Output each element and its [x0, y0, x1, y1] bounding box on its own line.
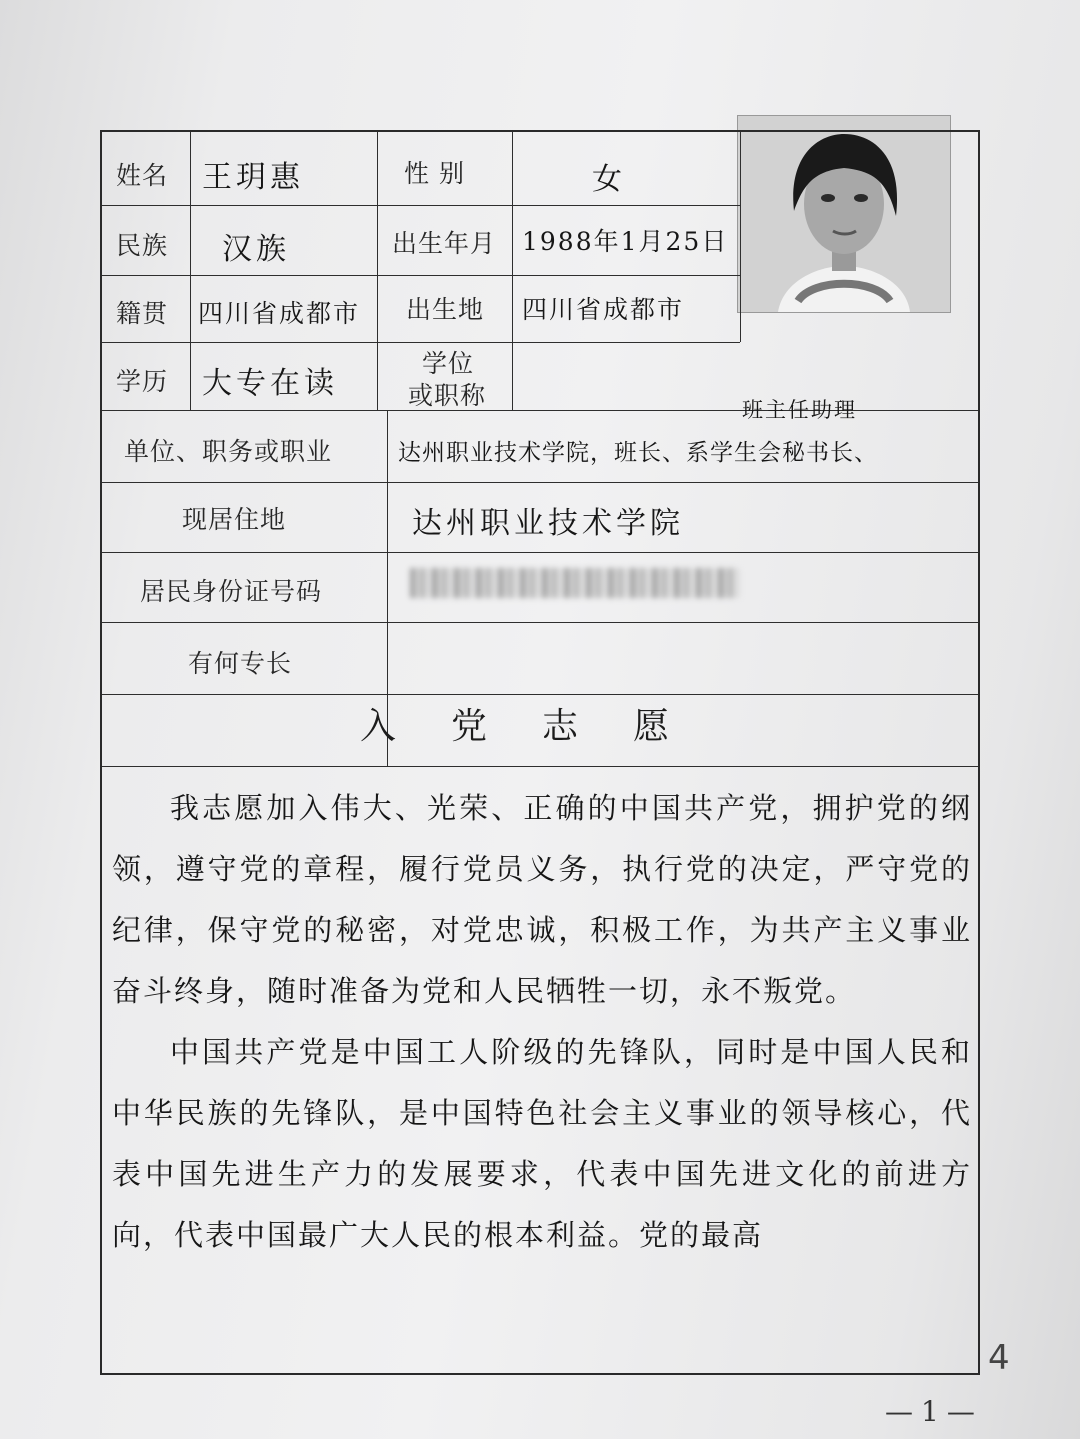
column-divider [377, 132, 378, 410]
row-divider [102, 766, 978, 767]
row-divider [102, 622, 978, 623]
column-divider [190, 132, 191, 410]
corner-mark: 4 [988, 1338, 1010, 1378]
gender-label: 性 别 [404, 159, 465, 188]
native-place-value: 四川省成都市 [198, 299, 361, 328]
application-form [100, 130, 980, 1375]
row-divider [102, 552, 978, 553]
degree-label-line2: 或职称 [408, 381, 487, 410]
birthplace-label: 出生地 [406, 295, 485, 324]
section-title: 入党志愿 [359, 706, 724, 747]
residence-label: 现居住地 [182, 505, 287, 534]
essay-paragraph: 中国共产党是中国工人阶级的先锋队，同时是中国人民和中华民族的先锋队，是中国特色社会主义事业的领导核心，代表中国先进生产力的发展要求，代表中国先进文化的前进方向，代表中国最广大人民的根本利益。党的最高 [112, 1035, 972, 1252]
birth-date-value: 1988年1月25日 [522, 227, 729, 256]
education-value: 大专在读 [202, 366, 338, 401]
gender-value: 女 [592, 162, 626, 197]
unit-value: 达州职业技术学院，班长、系学生会秘书长、 [398, 440, 878, 466]
id-number-label: 居民身份证号码 [140, 577, 323, 606]
native-place-label: 籍贯 [116, 299, 169, 328]
ethnicity-value: 汉族 [222, 232, 290, 267]
unit-label: 单位、职务或职业 [124, 437, 333, 466]
degree-label-line1: 学位 [422, 349, 475, 378]
education-label: 学历 [116, 367, 169, 396]
row-divider [102, 275, 740, 276]
page-number: —1— [885, 1395, 983, 1428]
skill-label: 有何专长 [188, 649, 293, 678]
essay-paragraph: 我志愿加入伟大、光荣、正确的中国共产党，拥护党的纲领，遵守党的章程，履行党员义务，执行党的决定，严守党的纪律，保守党的秘密，对党忠诚，积极工作，为共产主义事业奋斗终身，随时准备为党和人民牺牲一切，永不叛党。 [112, 791, 972, 1008]
application-essay [112, 778, 972, 1266]
ethnicity-label: 民族 [116, 231, 169, 260]
row-divider [102, 694, 978, 695]
id-number-redacted [410, 568, 740, 598]
column-divider [512, 132, 513, 410]
row-divider [102, 205, 740, 206]
birth-date-label: 出生年月 [392, 229, 497, 258]
birthplace-value: 四川省成都市 [522, 295, 685, 324]
name-label: 姓名 [116, 161, 169, 190]
column-divider [740, 132, 741, 342]
unit-value-above: 班主任助理 [742, 398, 857, 422]
residence-value: 达州职业技术学院 [412, 506, 684, 541]
row-divider [102, 342, 740, 343]
row-divider [102, 482, 978, 483]
name-value: 王玥惠 [202, 160, 304, 195]
